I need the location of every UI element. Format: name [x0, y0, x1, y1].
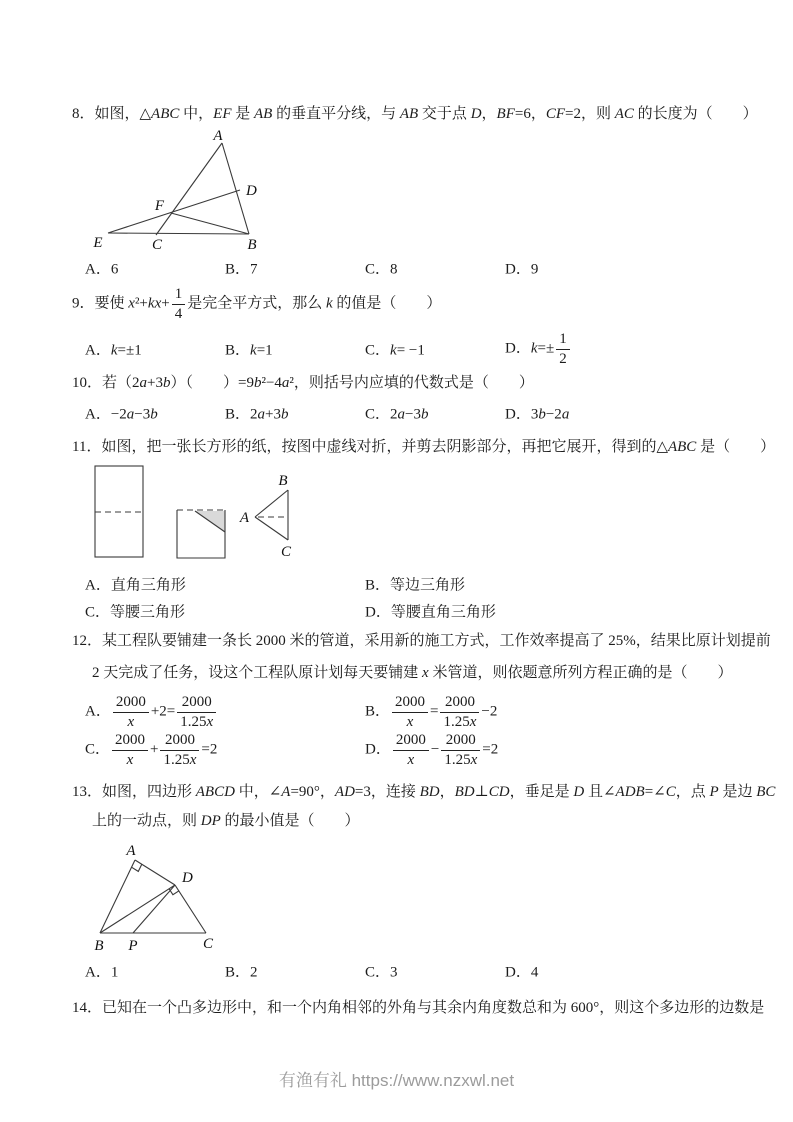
q9-option-d: D．k=± $\frac{1}{2}$ — [505, 331, 572, 367]
q11-option-a: A．直角三角形 — [85, 577, 186, 594]
q8-edge-AB — [222, 143, 249, 234]
q8-edge-EB — [108, 233, 249, 234]
q8-edge-FB — [171, 213, 249, 234]
q8-option-c: C．8 — [365, 261, 398, 278]
q13-option-b: B．2 — [225, 964, 258, 981]
q8-vertex-label-B: B — [247, 237, 257, 253]
q13-option-c: C．3 — [365, 964, 398, 981]
q13-vertex-label-P: P — [128, 938, 138, 954]
q8-text: 8．如图，△ABC 中，EF 是 AB 的垂直平分线，与 AB 交于点 D，BF=6，CF=2，则 AC 的长度为（ ） — [72, 106, 758, 122]
q8-vertex-label-C: C — [151, 237, 163, 253]
q13-segment-DP — [133, 885, 175, 933]
q11-vertex-label-A: A — [239, 510, 249, 526]
q11-figure-paper-folding — [85, 460, 310, 566]
q13-option-a: A．1 — [85, 964, 119, 981]
q12-option-b: B． $\frac{2000}{x}$ = $\frac{2000}{1.25x}$ −2 — [365, 694, 498, 730]
q9-option-a: A．k=±1 — [85, 342, 142, 359]
q13-option-d: D．4 — [505, 964, 539, 981]
q10-option-c: C．2a−3b — [365, 406, 429, 423]
q10-option-b: B．2a+3b — [225, 406, 289, 423]
q13-edge-DC — [175, 885, 206, 933]
q14-text: 14．已知在一个凸多边形中，和一个内角相邻的外角与其余内角度数总和为 600°，则这个多边形的边数是 — [72, 1000, 765, 1016]
q10-option-a: A．−2a−3b — [85, 406, 158, 423]
q8-vertex-label-F: F — [154, 198, 164, 214]
q10-option-d: D．3b−2a — [505, 406, 570, 423]
q11-edge-AB — [255, 490, 288, 517]
q11-vertex-label-C: C — [280, 544, 292, 560]
q9-option-c: C．k= −1 — [365, 342, 425, 359]
q13-vertex-label-A: A — [126, 843, 136, 859]
q12-option-d: D． $\frac{2000}{x}$ − $\frac{2000}{1.25x}$ =2 — [365, 732, 499, 768]
q8-vertex-label-D: D — [246, 183, 257, 199]
q11-edge-AC — [255, 517, 288, 540]
q13-edge-AD — [135, 860, 175, 885]
q13-vertex-label-C: C — [202, 936, 214, 952]
q9-text: 9．要使 x²+kx+ $\frac{1}{4}$ 是完全平方式，那么 k 的值是（ ） — [72, 286, 442, 322]
q12-text-line1: 12．某工程队要铺建一条长 2000 米的管道，采用新的施工方式，工作效率提高了 25%，结果比原计划提前 — [72, 633, 771, 649]
q8-edge-AC — [156, 143, 222, 235]
q13-vertex-label-B: B — [94, 938, 104, 954]
q9-option-b: B．k=1 — [225, 342, 273, 359]
q12-text-line2: 2 天完成了任务，设这个工程队原计划每天要铺建 x 米管道，则依题意所列方程正确的是（ ） — [92, 665, 733, 681]
q11-option-b: B．等边三角形 — [365, 577, 466, 594]
q11-text: 11．如图，把一张长方形的纸，按图中虚线对折，并剪去阴影部分，再把它展开，得到的△ABC 是（ ） — [72, 439, 776, 455]
q8-vertex-label-E: E — [93, 235, 103, 251]
q8-vertex-label-A: A — [213, 128, 223, 144]
q13-text-line1: 13．如图，四边形 ABCD 中，∠A=90°，AD=3，连接 BD，BD⊥CD，垂足是 D 且∠ADB=∠C，点 P 是边 BC — [72, 784, 776, 800]
q12-option-c: C． $\frac{2000}{x}$ + $\frac{2000}{1.25x}$ =2 — [85, 732, 218, 768]
q8-option-b: B．7 — [225, 261, 258, 278]
footer-watermark: 有渔有礼 https://www.nzxwl.net — [278, 1071, 515, 1090]
q13-vertex-label-D: D — [182, 870, 193, 886]
q8-figure-triangle — [85, 128, 275, 254]
q13-figure-quadrilateral — [92, 845, 227, 957]
q12-option-a: A． $\frac{2000}{x}$ +2= $\frac{2000}{1.25x}$ — [85, 694, 218, 730]
q11-option-d: D．等腰直角三角形 — [365, 604, 496, 621]
q10-text: 10．若（2a+3b）（ ）=9b²−4a²，则括号内应填的代数式是（ ） — [72, 375, 534, 391]
q11-vertex-label-B: B — [278, 473, 288, 489]
q13-text-line2: 上的一动点，则 DP 的最小值是（ ） — [92, 813, 360, 829]
q8-option-a: A．6 — [85, 261, 119, 278]
q8-option-d: D．9 — [505, 261, 539, 278]
q11-option-c: C．等腰三角形 — [85, 604, 186, 621]
